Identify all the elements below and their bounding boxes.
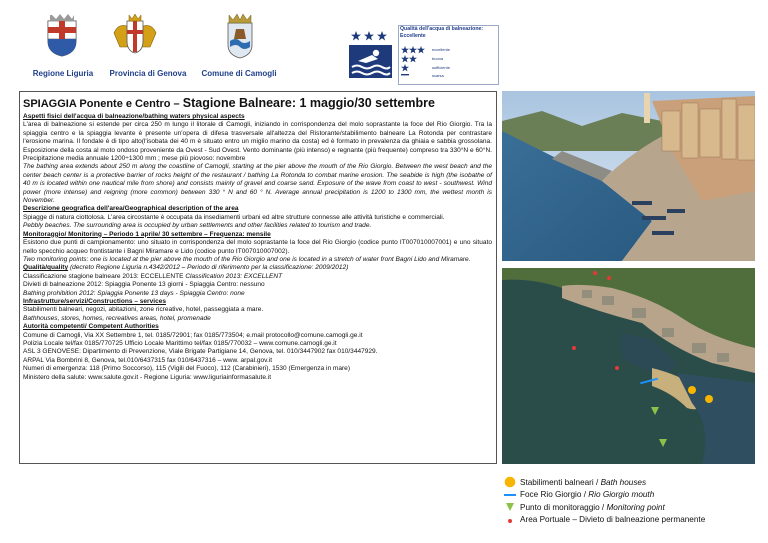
quality-heading-row (23, 264, 492, 272)
authority-6: Ministero della salute: www.salute.gov.it - Regione Liguria: www.liguriainformasalute.it (23, 373, 272, 381)
monitoring-text-it: Esistono due punti di campionamento: uno situato in corrispondenza del molo soprastante la foce del Rio Giorgio (codice punto IT007010007001) e uno situato nello specchio acqueo frontistante i Bagni Miramare e Lido (codice punto IT007010007002). (23, 239, 492, 255)
legend-row-river-mouth (503, 489, 705, 501)
quality-level-excellent: eccellente (432, 47, 451, 52)
content-body (23, 113, 492, 382)
title-season: Stagione Balneare: 1 maggio/30 settembre (182, 96, 435, 110)
bath-house-dot-icon (503, 476, 517, 488)
water-quality-heading: Qualità dell'acqua di balneazione: (400, 26, 484, 32)
authority-heading: Autorità competenti/ Competent Authorities (23, 323, 159, 331)
legend-label-it: Area Portuale – Divieto di balneazione permanente (520, 515, 706, 524)
quality-levels-legend (401, 45, 496, 79)
monitoring-heading: Monitoraggio/ Monitoring – Periodo 1 aprile/ 30 settembre – Frequenza: mensile (23, 230, 271, 238)
comune-camogli-label: Comune di Camogli (201, 69, 277, 78)
quality-ban-it: Divieti di balneazione 2012: Spiaggia Ponente 13 giorni - Spiaggia Centro: nessuno (23, 281, 265, 289)
water-quality-value: Eccellente (400, 33, 426, 39)
legend-label-it: Stabilimenti balneari / (520, 477, 599, 487)
legend-row-port-area (503, 514, 705, 526)
authority-4: ARPAL Via Bombrini 8, Genova, tel.010/6437315 fax 010/6437316 – www. arpal.gov.it (23, 356, 273, 364)
legend-label-en: Bath houses (600, 477, 647, 487)
provincia-genova-crest-icon (110, 13, 160, 59)
quality-level-good: buona (432, 56, 444, 61)
monitoring-text-en: Two monitoring points: one is located at the pier above the mouth of the Rio Giorgio and one is located in a stretch of water front Bagni Lido and Miramare. (23, 255, 471, 263)
legend-label-en: Rio Giorgio mouth (588, 490, 655, 499)
authority-3: ASL 3 GENOVESE: Dipartimento di Prevenzione, Viale Brigate Partigiane 14, Genova, tel. 010/3447902 fax 010/3447929. (23, 348, 378, 356)
quality-level-poor: scarsa (432, 73, 444, 78)
aerial-map (502, 268, 755, 464)
infra-heading: Infrastrutture/servizi/Constructions – services (23, 297, 166, 305)
quality-class: Classificazione stagione balneare 2013: ECCELLENTE (23, 272, 184, 280)
authority-2: Polizia Locale tel/fax 0185/770725 Ufficio Locale Marittimo tel/fax 0185/770032 – www.comune.camogli.ge.it (23, 339, 337, 347)
geo-text-it: Spiagge di natura ciottolosa. L'area circostante è occupata da insediamenti urbani ed altre strutture connesse alle attività turistiche e commerciali. (23, 213, 445, 221)
legend-label-en: Monitoring point (606, 502, 665, 512)
river-mouth-line-icon (503, 489, 517, 501)
physical-text-en: The bathing area extends about 250 m along the coastline of Camogli, starting at the pier above the mouth of the Rio Giorgio. Between the west beach and the center beach center is a protective barrier of rocks height of the restaurant / bathing La Rotonda to combat marine erosion. The seabide is high (the isobathe of 40 m is located within one nautical mile from shore) and consists mainly of gravel and coarse sand. Exposure of the wave from coast to west - southwest. Wind power (more intense) and reigning (more common) between 330 ° N and 60 ° N. Average annual precipitation is 1200 to 1300 mm, the wettest month is November. (23, 163, 492, 205)
legend-row-monitoring (503, 501, 705, 513)
physical-text-it: L'area di balneazione si estende per circa 250 m lungo il litorale di Camogli, iniziando in corrispondenza del molo soprastante la foce del Rio Giorgio. Tra la spiaggia centro e la spiaggia levante è presente un'opera di difesa trasversale all'altezza del Ristorante/stabilimento balneare La Rotonda per contrastare l'erosione marina. Il fondale è di tipo alto(l'isobata dei 40 m è situato entro un miglio marino da costa) ed è formato in prevalenza da ghiaia e sabbia grossolana. Esposizione della costa al moto ondoso proveniente da Ovest - Sud Ovest. Vento dominante (più intenso) e regnante (più frequente) compreso tra 330°N e 60°N. Precipitazione media annuale 1200÷1300 mm ; mese più piovoso: novembre (23, 121, 492, 163)
provincia-genova-label: Provincia di Genova (109, 69, 187, 78)
quality-rating-stars-icon (348, 25, 393, 79)
title-beach-name: SPIAGGIA Ponente e Centro – (23, 98, 180, 110)
authority-5: Numeri di emergenza: 118 (Primo Soccorso), 115 (Vigili del Fuoco), 112 (Carabinieri), 1530 (Emergenza in mare) (23, 365, 350, 373)
authority-1: Comune di Camogli, Via XX Settembre 1, tel. 0185/72901; fax 0185/773504; e.mail protocollo@comune.camogli.ge.it (23, 331, 363, 339)
geo-text-en: Pebbly beaches. The surrounding area is occupied by urban settlements and other facilities related to tourism and trade. (23, 222, 372, 230)
quality-heading: Qualità/quality (23, 264, 69, 272)
quality-level-sufficient: sufficiente (432, 65, 450, 70)
quality-class-row (23, 273, 492, 281)
map-legend (503, 476, 705, 526)
quality-heading-note: (decreto Regione Liguria n.4342/2012 – Periodo di riferimento per la classificazione: 2009/2012) (69, 264, 349, 272)
physical-heading: Aspetti fisici dell'acqua di balneazione/bathing waters physical aspects (23, 113, 245, 120)
geo-heading: Descrizione geografica dell'area/Geographical description of the area (23, 205, 239, 213)
infra-text-en: Bathhouses, stores, homes, recreatives areas, hotel, promenade (23, 314, 211, 322)
legend-label-it: Punto di monitoraggio / (520, 502, 605, 512)
water-quality-title (400, 26, 498, 40)
regione-liguria-label: Regione Liguria (32, 69, 94, 78)
quality-ban-en: Bathing prohibition 2012: Spiaggia Ponente 13 days - Spiaggia Centro: none (23, 289, 245, 297)
legend-row-bath-houses (503, 476, 705, 488)
regione-liguria-crest-icon (44, 11, 80, 57)
beach-photo (502, 91, 755, 261)
infra-text-it: Stabilimenti balneari, negozi, abitazioni, zone ricreative, hotel, passeggiata a mare. (23, 306, 264, 314)
legend-label-it: Foce Rio Giorgio / (520, 490, 586, 499)
page-title (23, 96, 435, 110)
quality-class-en: Classification 2013: EXCELLENT (185, 272, 283, 280)
port-area-dot-icon (503, 514, 517, 526)
comune-camogli-crest-icon (224, 11, 256, 59)
monitoring-triangle-icon (503, 501, 517, 513)
